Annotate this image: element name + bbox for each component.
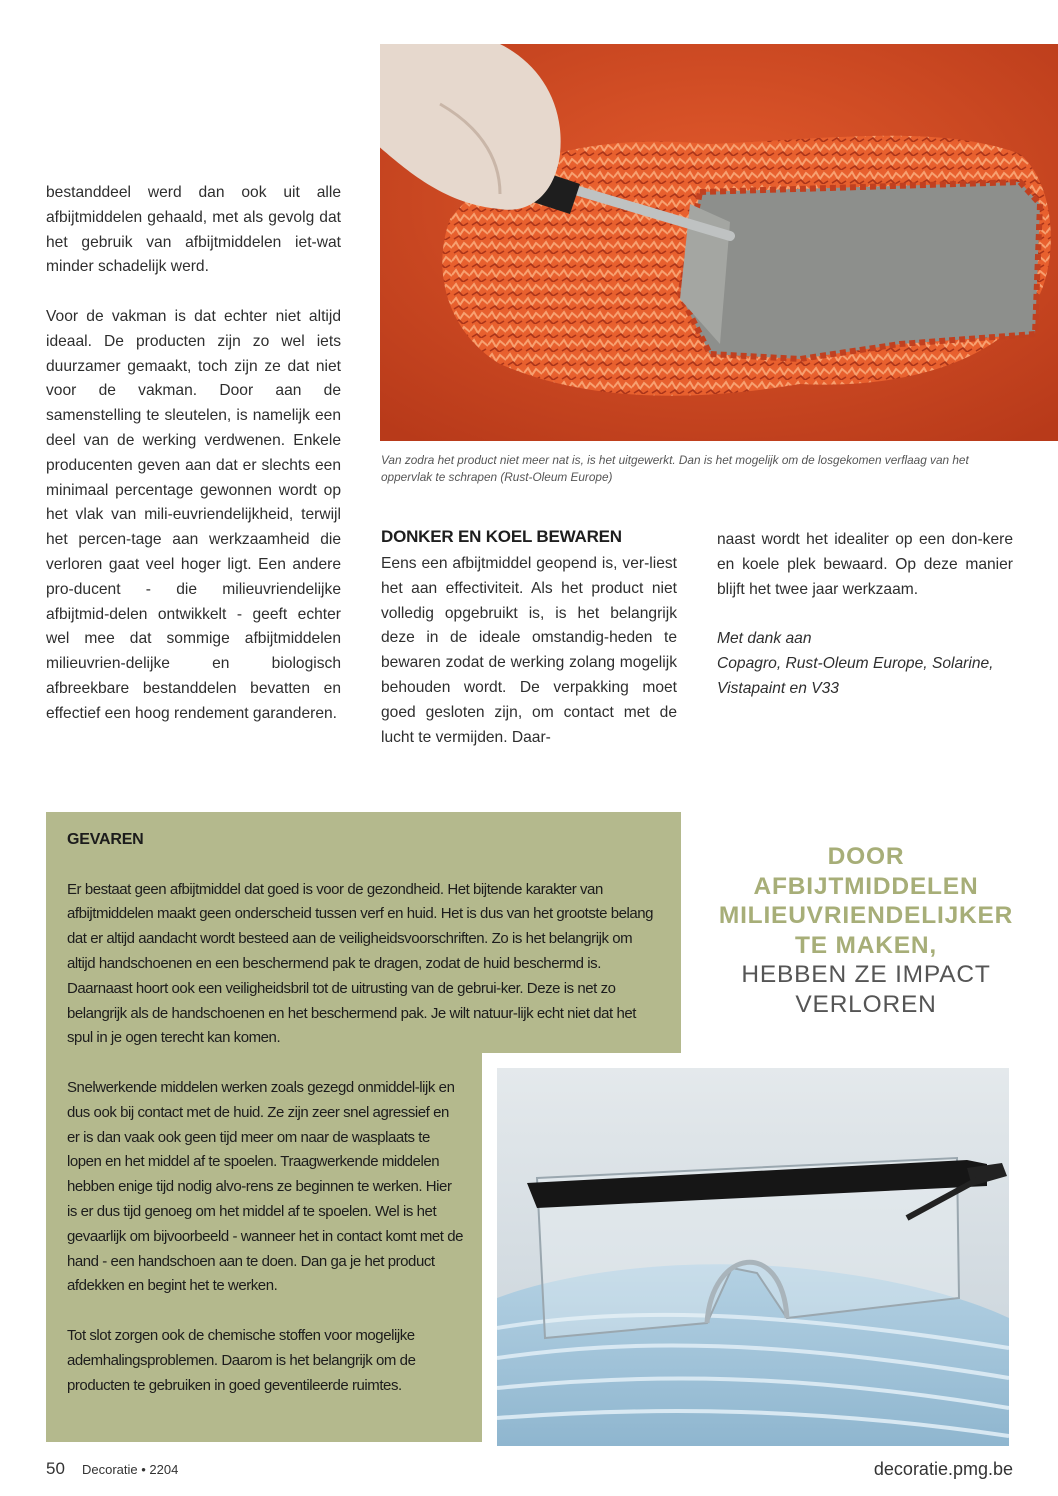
middle-paragraph: Eens een afbijtmiddel geopend is, ver-liest het aan effectiviteit. Als het product niet volledig opgebruikt is, is het belangrijk deze in de ideale omstandig-heden te bewaren zodat de werking zolang mogelijk behouden wordt. De verpakking moet goed gesloten zijn, om contact met de lucht te vermijden. Daar- xyxy=(381,555,677,746)
box-paragraph-1: Er bestaat geen afbijtmiddel dat goed is voor de gezondheid. Het bijtende karakter van afbijtmiddelen maakt geen onderscheid tussen verf en huid. Het is dus van het grootste belang dat er altijd aandacht wordt besteed aan de veiligheidsvoorschriften. Zo is het belangrijk om altijd handschoenen en een beschermend pak te dragen, zodat de huid beschermd is. Daarnaast hoort ook een veiligheidsbril tot de uitrusting van de gebrui-ker. Deze is net zo belangrijk als de handschoenen en het beschermend pak. Je wilt natuur-lijk echt niet dat het spul in je ogen terecht kan komen. xyxy=(67,880,654,1047)
box-title: GEVAREN xyxy=(67,831,144,848)
left-paragraph-1: bestanddeel werd dan ook uit alle afbijtmiddelen gehaald, met als gevolg dat het gebruik van afbijtmiddelen iet-wat minder schadelijk werd. xyxy=(46,184,341,276)
box-paragraph-3: Tot slot zorgen ook de chemische stoffen voor mogelijke ademhalingsproblemen. Daarom is het belangrijk om de producten te gebruiken in goed geventileerde ruimtes. xyxy=(67,1326,416,1394)
photo-paint-scraper xyxy=(380,44,1058,441)
pull-quote xyxy=(706,842,1026,1019)
photo-safety-glasses xyxy=(497,1068,1009,1446)
pull-quote-line-5: HEBBEN ZE IMPACT xyxy=(741,961,991,988)
credits xyxy=(717,627,1013,701)
page-number: 50 xyxy=(46,1459,65,1478)
pull-quote-line-1: DOOR xyxy=(827,843,905,870)
right-paragraph: naast wordt het idealiter op een don-kere en koele plek bewaard. Op deze manier blijft het twee jaar werkzaam. xyxy=(717,531,1013,598)
paint-scraper-illustration xyxy=(380,44,1058,441)
credits-intro: Met dank aan xyxy=(717,630,812,648)
middle-text-column xyxy=(381,552,677,750)
pull-quote-line-4: TE MAKEN, xyxy=(795,931,937,959)
safety-glasses-illustration xyxy=(497,1068,1009,1446)
right-text-column xyxy=(717,528,1013,702)
credits-names: Copagro, Rust-Oleum Europe, Solarine, Vistapaint en V33 xyxy=(717,654,994,697)
section-heading: DONKER EN KOEL BEWAREN xyxy=(381,527,622,546)
left-paragraph-2: Voor de vakman is dat echter niet altijd ideaal. De producten zijn zo wel iets duurzamer gemaakt, toch zijn ze dat niet voor de vakman. Door aan de samenstelling te sleutelen, is namelijk een deel van de werking verdwenen. Enkele producenten geven aan dat er slechts een minimaal percentage gewonnen wordt op het vlak van mili-euvriendelijkheid, terwijl het percen-tage aan werkzaamheid die verloren gaat veel hoger ligt. Een andere pro-ducent - die milieuvriendelijke afbijtmid-delen ontwikkelt - geeft echter wel mee dat sommige afbijtmiddelen milieuvrien-delijke en biologisch afbreekbare bestanddelen bevatten en effectief een hoog rendement garanderen. xyxy=(46,307,341,722)
pull-quote-line-2: AFBIJTMIDDELEN xyxy=(753,872,979,900)
website-link[interactable]: decoratie.pmg.be xyxy=(873,1459,1013,1479)
magazine-issue: Decoratie • 2204 xyxy=(82,1462,179,1477)
left-text-column xyxy=(46,181,341,727)
box-paragraph-2: Snelwerkende middelen werken zoals gezegd onmiddel-lijk en dus ook bij contact met de huid. Ze zijn zeer snel agressief en er is dan vaak ook geen tijd meer om naar de wasplaats te lopen en het middel af te spoelen. Traagwerkende middelen hebben enige tijd nodig alvo-rens ze beginnen te werken. Hier is er dus tijd genoeg om het middel af te spoelen. Wel is het gevaarlijk om bijvoorbeeld - wanneer het in contact komt met de hand - een handschoen aan te doen. Dan ga je het product afdekken en begint het te werken. xyxy=(67,1078,464,1295)
pull-quote-line-3: MILIEUVRIENDELIJKER xyxy=(718,902,1014,929)
pull-quote-line-6: VERLOREN xyxy=(795,990,937,1018)
photo-caption: Van zodra het product niet meer nat is, is het uitgewerkt. Dan is het mogelijk om de losgekomen verflaag van het oppervlak te schrapen (Rust-Oleum Europe) xyxy=(381,453,969,484)
